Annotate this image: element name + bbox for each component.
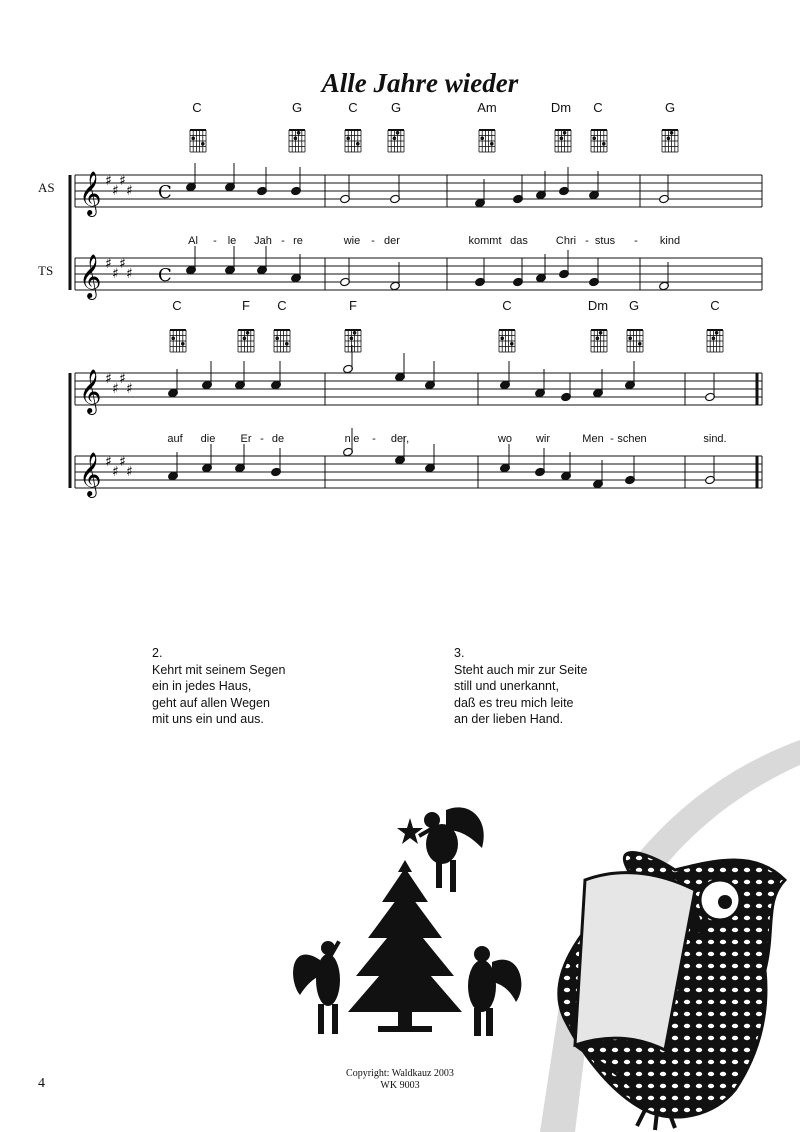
christmas-tree-angels-silhouette-icon — [270, 790, 530, 1050]
lyric-syllable: - — [634, 235, 638, 247]
lyric-syllable: schen — [617, 433, 647, 445]
lyric-syllable: der, — [390, 433, 410, 445]
verse-line: Kehrt mit seinem Segen — [152, 662, 286, 677]
treble-clef-icon: 𝄞 — [79, 452, 102, 496]
chord-name: Dm — [550, 100, 572, 115]
chord-name: G — [390, 100, 402, 115]
lyric-syllable: Al — [188, 235, 198, 247]
lyric-syllable: kommt — [468, 235, 502, 247]
sharp-icon: ♯ — [119, 256, 126, 272]
sharp-icon: ♯ — [126, 183, 133, 199]
chord-name: Am — [477, 100, 497, 115]
owl-mascot-icon — [525, 840, 795, 1132]
page-number: 4 — [38, 1076, 45, 1091]
chord-name: G — [628, 298, 640, 313]
staff-label-tenor: TS — [38, 263, 54, 278]
common-time-icon: C — [158, 182, 172, 203]
staff-label-alto: AS — [38, 180, 55, 195]
lyric-syllable: das — [510, 235, 528, 247]
treble-clef-icon: 𝄞 — [79, 369, 102, 413]
sharp-icon: ♯ — [126, 464, 133, 480]
sheet-music — [0, 0, 800, 520]
lyric-syllable: kind — [659, 235, 681, 247]
sharp-icon: ♯ — [105, 173, 112, 189]
lyric-syllable: - — [260, 433, 264, 445]
lyric-syllable: re — [293, 235, 303, 247]
sharp-icon: ♯ — [112, 183, 119, 199]
chord-name: F — [349, 298, 357, 313]
chord-name: C — [348, 100, 358, 115]
lyric-syllable: Er — [240, 433, 252, 445]
lyric-syllable: der — [384, 235, 400, 247]
verse-line: still und unerkannt, — [454, 679, 559, 693]
lyric-syllable: stus — [594, 235, 616, 247]
lyric-syllable: wir — [535, 433, 551, 445]
verse-line: daß es treu mich leite — [454, 695, 574, 710]
verse-line: mit uns ein und aus. — [152, 712, 264, 726]
catalog-number: WK 9003 — [380, 1080, 420, 1091]
chord-name: Dm — [587, 298, 609, 313]
sharp-icon: ♯ — [112, 464, 119, 480]
lyric-syllable: le — [227, 235, 237, 247]
copyright-notice — [300, 1068, 500, 1092]
verse-line: an der lieben Hand. — [454, 712, 564, 726]
verse-number: 3. — [454, 646, 465, 660]
chord-name: C — [593, 100, 603, 115]
treble-clef-icon: 𝄞 — [79, 171, 102, 215]
chord-name: F — [242, 298, 250, 313]
lyric-syllable: die — [200, 433, 216, 445]
sharp-icon: ♯ — [112, 381, 119, 397]
lyric-syllable: wie — [343, 235, 361, 247]
lyric-syllable: auf — [167, 433, 183, 445]
lyric-syllable: - — [372, 433, 376, 445]
lyric-syllable: - — [213, 235, 217, 247]
lyric-syllable: - — [281, 235, 285, 247]
lyric-syllable: - — [585, 235, 589, 247]
lyric-syllable: nie — [344, 433, 360, 445]
sharp-icon: ♯ — [112, 266, 119, 282]
verse-2 — [152, 645, 285, 728]
verse-3 — [454, 645, 587, 728]
chord-name: C — [172, 298, 182, 313]
chord-name: C — [710, 298, 720, 313]
verse-line: ein in jedes Haus, — [152, 679, 252, 693]
common-time-icon: C — [158, 265, 172, 286]
sharp-icon: ♯ — [119, 173, 126, 189]
lyric-syllable: de — [271, 433, 285, 445]
sharp-icon: ♯ — [119, 371, 126, 387]
sharp-icon: ♯ — [105, 256, 112, 272]
sharp-icon: ♯ — [119, 454, 126, 470]
chord-name: C — [277, 298, 287, 313]
song-title: Alle Jahre wieder — [321, 68, 519, 98]
lyric-syllable: - — [371, 235, 375, 247]
chord-name: G — [291, 100, 303, 115]
lyric-syllable: Chri — [555, 235, 577, 247]
sharp-icon: ♯ — [105, 454, 112, 470]
lyric-syllable: Jah — [254, 235, 272, 247]
chord-name: C — [192, 100, 202, 115]
treble-clef-icon: 𝄞 — [79, 254, 102, 298]
lyric-syllable: wo — [497, 433, 513, 445]
copyright-text: Copyright: Waldkauz 2003 — [346, 1068, 454, 1079]
verse-line: geht auf allen Wegen — [152, 695, 270, 710]
lyric-syllable: sind. — [703, 433, 727, 445]
chord-name: G — [664, 100, 676, 115]
sharp-icon: ♯ — [126, 266, 133, 282]
verse-line: Steht auch mir zur Seite — [454, 662, 588, 677]
lyric-syllable: Men — [582, 433, 604, 445]
sharp-icon: ♯ — [105, 371, 112, 387]
lyric-syllable: - — [610, 433, 614, 445]
sharp-icon: ♯ — [126, 381, 133, 397]
verse-number: 2. — [152, 646, 163, 660]
chord-name: C — [502, 298, 512, 313]
